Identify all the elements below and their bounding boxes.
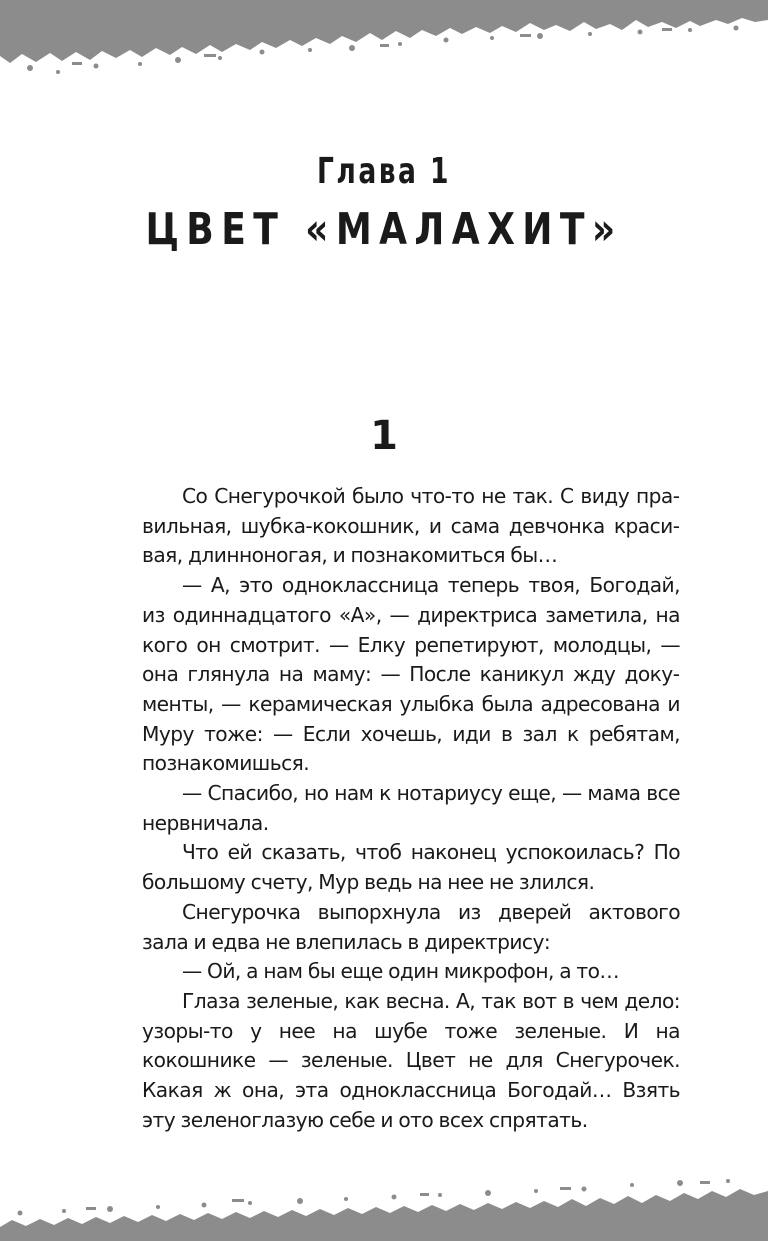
paragraph: — Спасибо, но нам к нотариусу еще, — мама все нервничала. xyxy=(142,781,680,835)
chapter-label: Глава 1 xyxy=(317,151,451,192)
chapter-heading xyxy=(0,150,768,260)
paragraph: — Ой, а нам бы еще один микрофон, а то… xyxy=(182,959,620,984)
chapter-title: ЦВЕТ «МАЛАХИТ» xyxy=(145,204,623,255)
paragraph: Со Снегурочкой было что-то не так. С виду правильная, шубка-кокошник, и сама девчонка красивая, длинноногая, и познакомиться бы… xyxy=(142,484,680,568)
torn-edge-top xyxy=(0,0,768,90)
body-text xyxy=(142,482,680,1135)
section-number: 1 xyxy=(370,413,398,459)
paragraph: Что ей сказать, чтоб наконец успокоилась? По большому счету, Мур ведь на нее не злился. xyxy=(142,840,680,895)
paragraph: Глаза зеленые, как весна. А, так вот в чем дело: узоры-то у нее на шубе тоже зеленые. И на кокошнике — зеленые. Цвет не для Снегурочек. Какая ж она, эта одноклассница Богодай… Взять эту зеленоглазую себе и ото всех спрятать. xyxy=(142,988,680,1132)
paragraph: — А, это одноклассница теперь твоя, Богодай, из одиннадцатого «А», — директриса заметила, на кого он смотрит. — Елку репетируют, молодцы, — она глянула на маму: — После каникул жду документы, — керамическая улыбка была адресована и Муру тоже: — Если хочешь, иди в зал к ребятам, познакомишься. xyxy=(142,573,680,776)
paragraph: Снегурочка выпорхнула из дверей актового зала и едва не влепилась в директрису: xyxy=(142,899,680,954)
torn-edge-bottom xyxy=(0,1151,768,1241)
